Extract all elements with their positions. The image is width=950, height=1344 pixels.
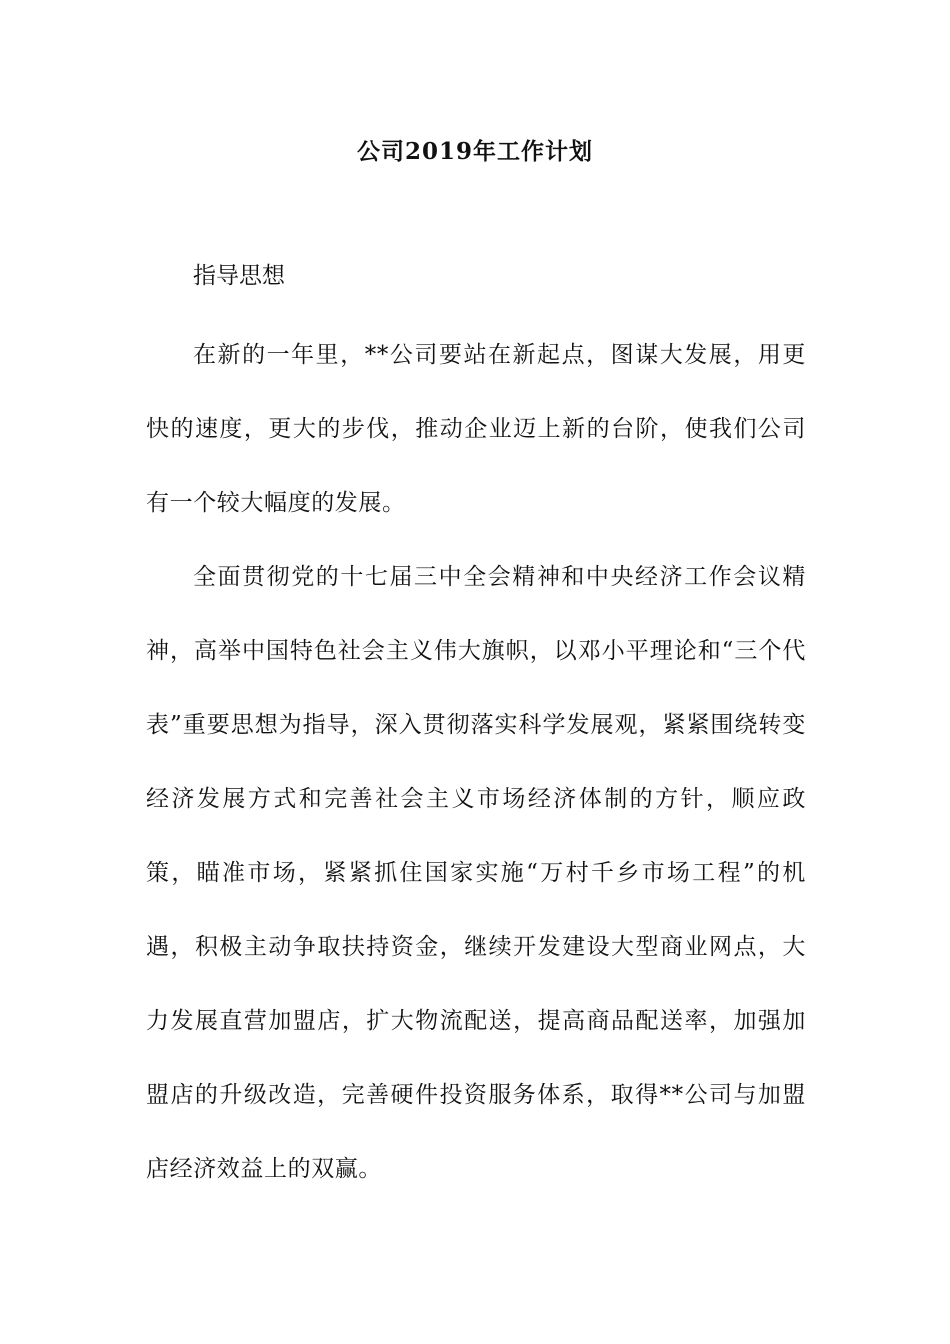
document-title: 公司2019年工作计划 xyxy=(356,138,593,165)
paragraph: 在新的一年里，**公司要站在新起点，图谋大发展，用更快的速度，更大的步伐，推动企业迈上新的台阶，使我们公司有一个较大幅度的发展。 xyxy=(146,342,806,516)
section-heading: 指导思想 xyxy=(193,263,285,289)
paragraph: 全面贯彻党的十七届三中全会精神和中央经济工作会议精神，高举中国特色社会主义伟大旗帜，以邓小平理论和“三个代表”重要思想为指导，深入贯彻落实科学发展观，紧紧围绕转变经济发展方式和完善社会主义市场经济体制的方针，顺应政策，瞄准市场，紧紧抓住国家实施“万村千乡市场工程”的机遇，积极主动争取扶持资金，继续开发建设大型商业网点，大力发展直营加盟店，扩大物流配送，提高商品配送率，加强加盟店的升级改造，完善硬件投资服务体系，取得**公司与加盟店经济效益上的双赢。 xyxy=(146,564,806,1182)
